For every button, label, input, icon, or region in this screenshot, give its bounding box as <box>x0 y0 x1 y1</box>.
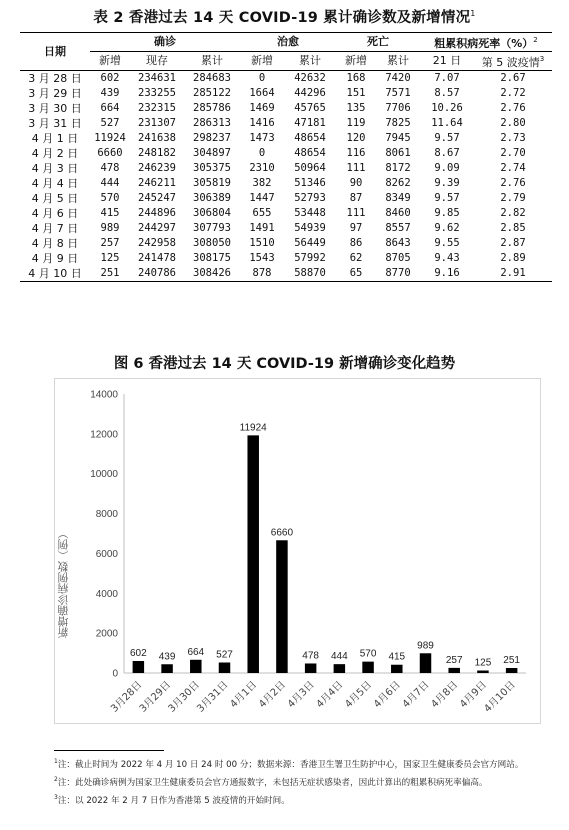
cell-deaths-total: 8460 <box>385 207 411 219</box>
cell-confirmed-new: 125 <box>100 252 120 264</box>
bar-value-label: 444 <box>331 651 348 663</box>
footnote <box>54 755 549 772</box>
cell-date: 3 月 30 日 <box>28 102 82 115</box>
cell-confirmed-active: 240786 <box>130 266 184 282</box>
cell-rate-21d: 9.09 <box>434 162 460 174</box>
subheader-deaths-new: 新增 <box>336 52 376 71</box>
cell-date: 4 月 6 日 <box>31 207 79 220</box>
cell-confirmed-total: 285122 <box>193 87 231 99</box>
subheader-recovered-new: 新增 <box>240 52 284 71</box>
cell-confirmed-active: 245247 <box>138 192 176 204</box>
header-fatality-rate-text: 粗累积病死率（%） <box>434 37 534 50</box>
cell-deaths-total: 7706 <box>385 102 411 114</box>
cell-rate-wave5: 2.74 <box>500 162 526 174</box>
cell-confirmed-new: 527 <box>100 117 120 129</box>
cell-confirmed-total: 307793 <box>193 222 231 234</box>
cell-rate-21d: 9.16 <box>420 266 474 282</box>
cell-confirmed-active: 233255 <box>138 87 176 99</box>
bar <box>219 662 230 673</box>
cell-rate-wave5: 2.80 <box>500 117 526 129</box>
cell-confirmed-active: 232315 <box>138 102 176 114</box>
cell-confirmed-new: 478 <box>100 162 120 174</box>
y-tick-label: 0 <box>112 668 118 680</box>
cell-recovered-new: 1416 <box>249 117 275 129</box>
x-tick-label: 4月3日 <box>285 679 317 711</box>
table-title-text: 表 2 香港过去 14 天 COVID-19 累计确诊数及新增情况 <box>93 10 471 26</box>
cell-deaths-total: 8262 <box>385 177 411 189</box>
bar-value-label: 527 <box>216 649 233 661</box>
cell-deaths-new: 151 <box>346 87 366 99</box>
bar <box>420 653 431 673</box>
cell-recovered-new: 878 <box>240 266 284 282</box>
cell-deaths-new: 119 <box>346 117 366 129</box>
y-tick-label: 8000 <box>95 509 118 521</box>
x-tick-label: 4月7日 <box>400 679 432 711</box>
cell-rate-21d: 9.57 <box>434 192 460 204</box>
y-tick-label: 6000 <box>95 548 118 560</box>
cell-deaths-total: 7571 <box>385 87 411 99</box>
header-recovered: 治愈 <box>240 33 336 52</box>
cell-recovered-total: 58870 <box>284 266 336 282</box>
cell-recovered-new: 1543 <box>249 252 275 264</box>
x-tick-label: 3月29日 <box>137 679 174 715</box>
cell-date: 3 月 29 日 <box>28 87 82 100</box>
cell-deaths-total: 7945 <box>385 132 411 144</box>
cell-confirmed-total: 285786 <box>193 102 231 114</box>
cell-recovered-new: 382 <box>252 177 272 189</box>
bar <box>247 435 258 673</box>
header-deaths: 死亡 <box>336 33 420 52</box>
cell-date: 4 月 9 日 <box>31 252 79 265</box>
cell-recovered-total: 53448 <box>294 207 326 219</box>
bar-value-label: 602 <box>130 648 147 660</box>
footnote <box>54 791 549 808</box>
footnote-mark: 3 <box>54 794 58 801</box>
cell-rate-21d: 9.57 <box>434 132 460 144</box>
bar-value-label: 6660 <box>270 527 294 539</box>
cell-recovered-new: 1473 <box>249 132 275 144</box>
bar <box>133 661 144 673</box>
cell-confirmed-active: 244896 <box>138 207 176 219</box>
bar-value-label: 251 <box>503 654 520 666</box>
x-tick-label: 3月31日 <box>195 679 231 715</box>
cell-deaths-new: 168 <box>346 72 366 84</box>
bar <box>391 665 402 673</box>
cell-rate-21d: 9.43 <box>434 252 460 264</box>
cell-rate-wave5: 2.85 <box>500 222 526 234</box>
y-tick-label: 2000 <box>95 628 118 640</box>
footnote <box>54 773 549 790</box>
cell-date: 3 月 28 日 <box>28 72 82 85</box>
footnote-mark: 2 <box>54 776 58 783</box>
bar-value-label: 257 <box>445 654 463 666</box>
cell-date: 4 月 8 日 <box>31 237 79 250</box>
cell-date: 3 月 31 日 <box>28 117 82 130</box>
cell-recovered-total: 56449 <box>294 237 326 249</box>
bar-value-label: 415 <box>388 651 406 663</box>
cell-rate-wave5: 2.70 <box>500 147 526 159</box>
bar-value-label: 125 <box>474 657 492 669</box>
cell-rate-21d: 7.07 <box>434 72 460 84</box>
cell-rate-wave5: 2.91 <box>474 266 552 282</box>
y-tick-label: 14000 <box>90 389 118 401</box>
bar <box>477 671 488 673</box>
cell-confirmed-new: 444 <box>100 177 120 189</box>
cell-rate-wave5: 2.79 <box>500 192 526 204</box>
cell-confirmed-total: 284683 <box>193 72 231 84</box>
cell-confirmed-total: 305375 <box>193 162 231 174</box>
cell-deaths-total: 8349 <box>385 192 411 204</box>
cell-deaths-total: 7825 <box>385 117 411 129</box>
cell-date: 4 月 4 日 <box>31 177 79 190</box>
cell-deaths-total: 8643 <box>385 237 411 249</box>
bar <box>362 662 373 673</box>
cell-rate-wave5: 2.73 <box>500 132 526 144</box>
cell-recovered-total: 45765 <box>294 102 326 114</box>
cell-confirmed-active: 241638 <box>138 132 176 144</box>
bar-value-label: 11924 <box>239 422 267 434</box>
cell-deaths-new: 97 <box>349 222 363 234</box>
cell-deaths-total: 8770 <box>376 266 420 282</box>
footnote-mark: 1 <box>54 758 58 765</box>
cell-recovered-total: 52793 <box>294 192 326 204</box>
cell-recovered-total: 54939 <box>294 222 326 234</box>
x-tick-label: 4月2日 <box>257 679 289 711</box>
cell-recovered-total: 57992 <box>294 252 326 264</box>
cell-deaths-new: 120 <box>346 132 366 144</box>
cell-recovered-total: 48654 <box>294 147 326 159</box>
cell-deaths-new: 90 <box>349 177 363 189</box>
bar-value-label: 478 <box>302 650 319 662</box>
x-tick-label: 3月30日 <box>166 679 202 715</box>
cell-recovered-new: 2310 <box>249 162 275 174</box>
cell-confirmed-new: 257 <box>100 237 120 249</box>
footnote-text: 注：以 2022 年 2 月 7 日作为香港第 5 波疫情的开始时间。 <box>57 796 290 806</box>
cell-confirmed-total: 298237 <box>193 132 231 144</box>
cell-rate-21d: 8.57 <box>434 87 460 99</box>
cell-recovered-new: 1664 <box>249 87 275 99</box>
subheader-wave5-footnote-mark: 3 <box>539 55 545 63</box>
bar <box>334 664 345 673</box>
cell-confirmed-total: 304897 <box>193 147 231 159</box>
cell-deaths-new: 111 <box>346 207 366 219</box>
cell-recovered-new: 1510 <box>249 237 275 249</box>
subheader-recovered-total: 累计 <box>284 52 336 71</box>
cell-recovered-new: 0 <box>258 147 266 159</box>
cell-confirmed-total: 308050 <box>193 237 231 249</box>
footnote-text: 注：截止时间为 2022 年 4 月 10 日 24 时 00 分；数据来源：香港卫生署卫生防护中心，国家卫生健康委员会官方网站。 <box>57 760 524 770</box>
cell-deaths-total: 7420 <box>385 72 411 84</box>
cell-deaths-total: 8061 <box>385 147 411 159</box>
x-tick-label: 4月9日 <box>458 679 490 711</box>
bar <box>161 664 172 673</box>
cell-date: 4 月 1 日 <box>31 132 79 145</box>
cell-confirmed-total: 306389 <box>193 192 231 204</box>
cell-deaths-new: 62 <box>349 252 363 264</box>
cell-confirmed-new: 6660 <box>97 147 123 159</box>
header-fatality-rate-footnote-mark: 2 <box>533 36 538 44</box>
subheader-rate-wave5-text: 第 5 波疫情 <box>481 56 540 69</box>
x-tick-label: 4月8日 <box>429 679 461 711</box>
cell-date: 4 月 7 日 <box>31 222 79 235</box>
cell-deaths-new: 65 <box>336 266 376 282</box>
cell-confirmed-new: 989 <box>100 222 120 234</box>
cell-confirmed-total: 308175 <box>193 252 231 264</box>
cell-confirmed-active: 242958 <box>138 237 176 249</box>
cell-recovered-total: 44296 <box>294 87 326 99</box>
cell-confirmed-new: 664 <box>100 102 120 114</box>
bar-value-label: 989 <box>417 640 434 652</box>
footnotes <box>54 755 549 809</box>
cell-rate-wave5: 2.67 <box>500 72 526 84</box>
bar-value-label: 570 <box>359 648 377 660</box>
cell-confirmed-new: 570 <box>100 192 120 204</box>
cell-recovered-new: 1447 <box>249 192 275 204</box>
subheader-rate-21d: 21 日 <box>420 52 474 71</box>
cell-confirmed-total: 308426 <box>184 266 240 282</box>
x-tick-label: 4月4日 <box>314 679 346 711</box>
cell-rate-21d: 9.85 <box>434 207 460 219</box>
bar <box>190 660 201 673</box>
cell-deaths-new: 86 <box>349 237 363 249</box>
x-tick-label: 4月5日 <box>343 679 375 711</box>
cell-confirmed-active: 246239 <box>138 162 176 174</box>
cell-deaths-total: 8172 <box>385 162 411 174</box>
cell-date: 4 月 5 日 <box>31 192 79 205</box>
header-confirmed: 确诊 <box>90 33 240 52</box>
cell-deaths-new: 111 <box>346 162 366 174</box>
x-tick-label: 4月6日 <box>371 679 403 711</box>
cell-deaths-total: 8557 <box>385 222 411 234</box>
cell-date: 4 月 2 日 <box>31 147 79 160</box>
cell-rate-wave5: 2.76 <box>500 102 526 114</box>
cell-deaths-total: 8705 <box>385 252 411 264</box>
cell-recovered-new: 1469 <box>249 102 275 114</box>
cell-rate-21d: 9.39 <box>434 177 460 189</box>
x-tick-label: 4月10日 <box>482 679 518 715</box>
cell-confirmed-active: 246211 <box>138 177 176 189</box>
cell-rate-wave5: 2.82 <box>500 207 526 219</box>
cell-rate-wave5: 2.72 <box>500 87 526 99</box>
cell-confirmed-total: 305819 <box>193 177 231 189</box>
cell-confirmed-active: 234631 <box>138 72 176 84</box>
cell-recovered-total: 47181 <box>294 117 326 129</box>
bar <box>448 668 459 673</box>
bar <box>276 540 287 673</box>
cell-deaths-new: 87 <box>349 192 363 204</box>
subheader-confirmed-total: 累计 <box>184 52 240 71</box>
y-tick-label: 4000 <box>95 588 118 600</box>
cell-recovered-total: 51346 <box>294 177 326 189</box>
chart-y-axis-label: 新增确诊病例数（例） <box>57 528 70 638</box>
cell-rate-21d: 11.64 <box>431 117 463 129</box>
cell-confirmed-new: 602 <box>100 72 120 84</box>
subheader-confirmed-new: 新增 <box>90 52 130 71</box>
cell-rate-wave5: 2.76 <box>500 177 526 189</box>
cell-recovered-total: 42632 <box>294 72 326 84</box>
cell-recovered-total: 48654 <box>294 132 326 144</box>
y-tick-label: 10000 <box>90 469 118 481</box>
cell-deaths-new: 135 <box>346 102 366 114</box>
cell-confirmed-total: 286313 <box>193 117 231 129</box>
cell-confirmed-active: 244297 <box>138 222 176 234</box>
cell-recovered-new: 1491 <box>249 222 275 234</box>
cell-confirmed-active: 231307 <box>138 117 176 129</box>
x-tick-label: 4月1日 <box>228 679 260 711</box>
cell-confirmed-active: 248182 <box>138 147 176 159</box>
chart-title: 图 6 香港过去 14 天 COVID-19 新增确诊变化趋势 <box>113 356 456 372</box>
bar-value-label: 439 <box>158 651 176 663</box>
cell-confirmed-new: 251 <box>90 266 130 282</box>
cell-confirmed-active: 241478 <box>138 252 176 264</box>
bar <box>305 663 316 673</box>
cell-deaths-new: 116 <box>346 147 366 159</box>
cell-rate-21d: 8.67 <box>434 147 460 159</box>
footnote-rule <box>54 750 164 751</box>
cell-recovered-new: 655 <box>252 207 272 219</box>
cell-confirmed-new: 11924 <box>94 132 126 144</box>
subheader-deaths-total: 累计 <box>376 52 420 71</box>
subheader-confirmed-active: 现存 <box>130 52 184 71</box>
x-tick-label: 3月28日 <box>109 679 145 715</box>
header-date: 日期 <box>20 33 90 71</box>
footnote-text: 注：此处确诊病例为国家卫生健康委员会官方通报数字，未包括无症状感染者，因此计算出的粗累积病死率偏高。 <box>57 778 488 788</box>
cell-confirmed-new: 439 <box>100 87 120 99</box>
cell-rate-wave5: 2.89 <box>500 252 526 264</box>
cell-rate-wave5: 2.87 <box>500 237 526 249</box>
cell-confirmed-total: 306804 <box>193 207 231 219</box>
cell-rate-21d: 9.55 <box>434 237 460 249</box>
y-tick-label: 12000 <box>90 429 118 441</box>
cell-recovered-new: 0 <box>258 72 266 84</box>
bar-value-label: 664 <box>187 646 205 658</box>
cell-confirmed-new: 415 <box>100 207 120 219</box>
cell-recovered-total: 50964 <box>294 162 326 174</box>
cell-rate-21d: 10.26 <box>431 102 463 114</box>
cell-date: 4 月 3 日 <box>31 162 79 175</box>
table-title-footnote-mark: 1 <box>470 9 476 19</box>
cell-rate-21d: 9.62 <box>434 222 460 234</box>
bar <box>506 668 517 673</box>
cell-date: 4 月 10 日 <box>20 266 90 282</box>
